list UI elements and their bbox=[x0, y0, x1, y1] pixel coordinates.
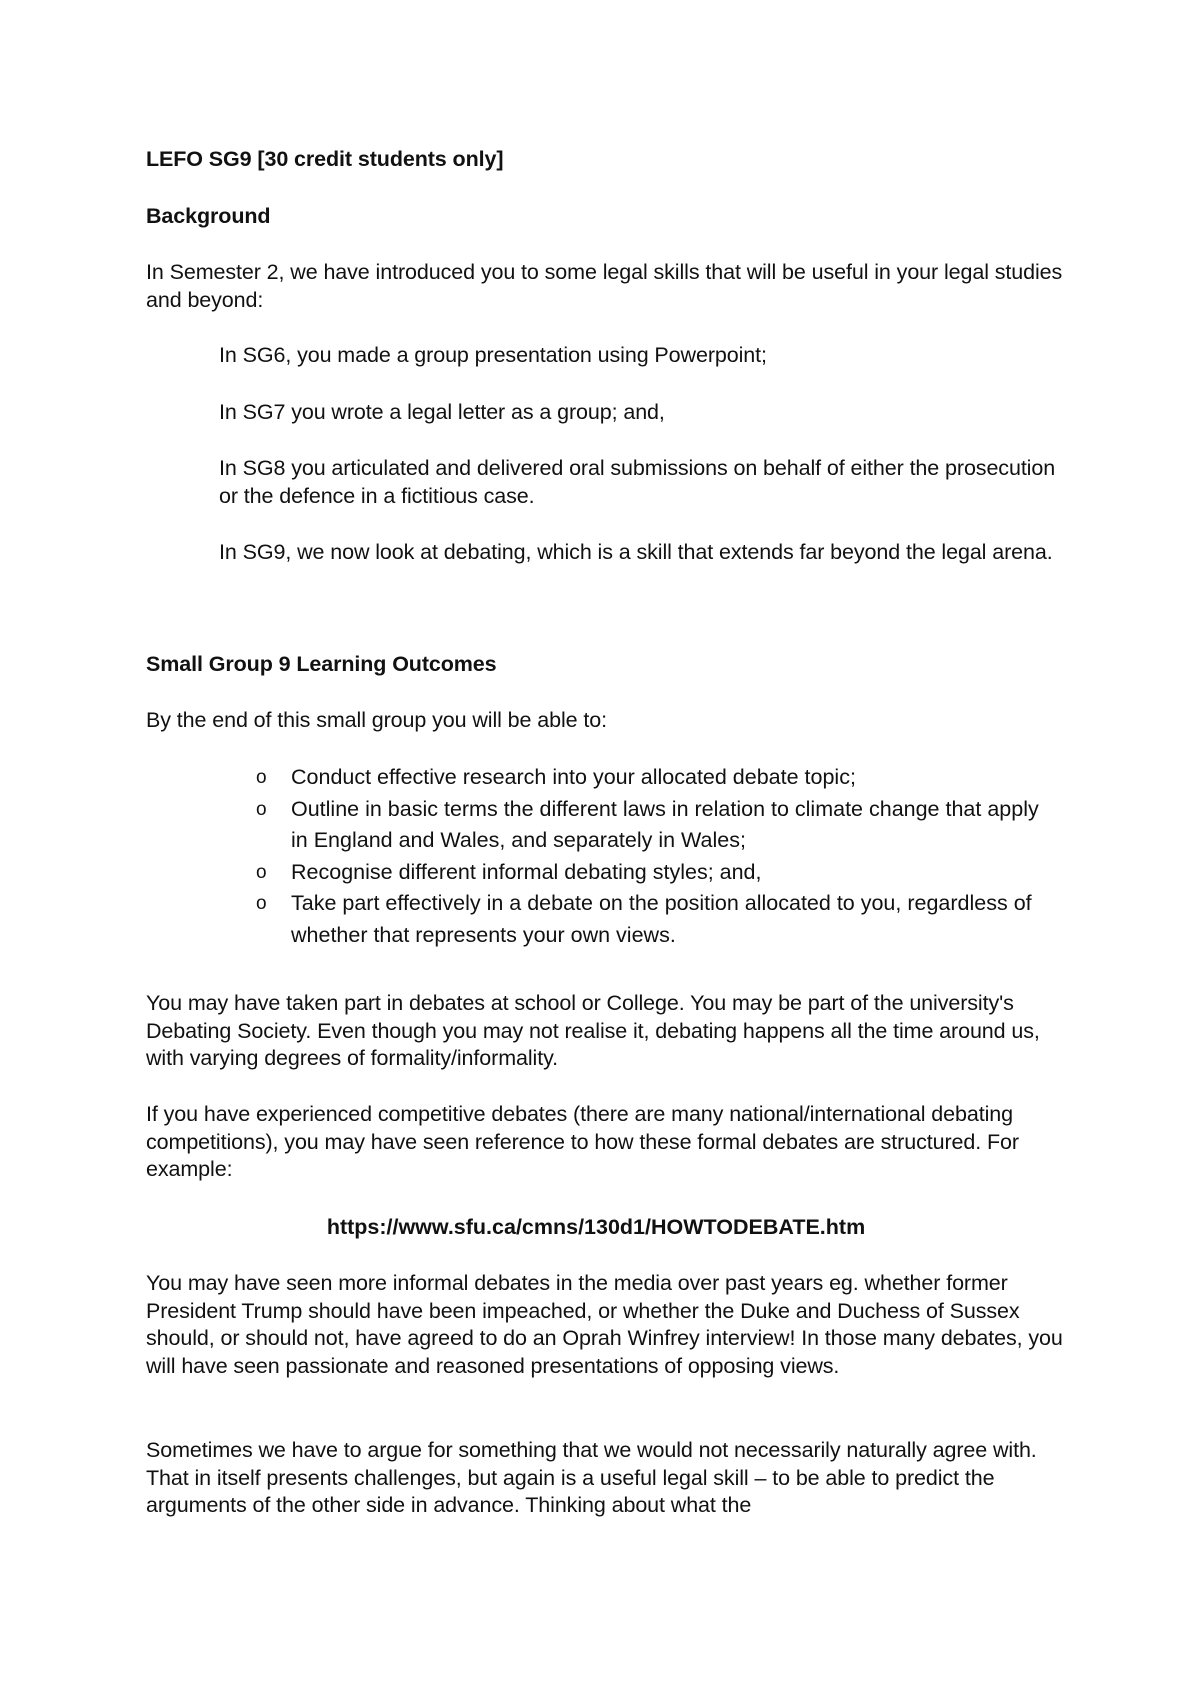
indented-item-sg8: In SG8 you articulated and delivered oral submissions on behalf of either the prosecution or the defence in a fictitious case. bbox=[219, 456, 1056, 508]
paragraph-informal-debates: You may have seen more informal debates in the media over past years eg. whether former President Trump should have been impeached, or whether the Duke and Duchess of Sussex should, or should not, have agreed to do an Oprah Winfrey interview! In those many debates, you will have seen passionate and reasoned presentations of opposing views. bbox=[146, 1271, 1063, 1378]
list-item bbox=[253, 762, 1053, 794]
outcomes-heading: Small Group 9 Learning Outcomes bbox=[146, 652, 497, 676]
indented-item-sg6: In SG6, you made a group presentation using Powerpoint; bbox=[219, 343, 767, 367]
list-item bbox=[253, 857, 1053, 889]
outcome-text: Recognise different informal debating styles; and, bbox=[291, 859, 762, 884]
debate-link[interactable]: https://www.sfu.ca/cmns/130d1/HOWTODEBATE.htm bbox=[326, 1215, 866, 1239]
indented-item-sg9: In SG9, we now look at debating, which is a skill that extends far beyond the legal arena. bbox=[219, 540, 1053, 564]
outcome-text: Take part effectively in a debate on the position allocated to you, regardless of whether that represents your own views. bbox=[291, 891, 1032, 947]
outcomes-intro: By the end of this small group you will be able to: bbox=[146, 708, 607, 732]
outcome-text: Outline in basic terms the different laws in relation to climate change that apply in England and Wales, and separately in Wales; bbox=[291, 796, 1039, 852]
paragraph-debating-intro: You may have taken part in debates at school or College. You may be part of the university's Debating Society. Even though you may not realise it, debating happens all the time around us, with varying degrees of formality/informality. bbox=[146, 991, 1040, 1070]
background-heading: Background bbox=[146, 204, 271, 228]
indented-item-sg7: In SG7 you wrote a legal letter as a group; and, bbox=[219, 400, 665, 424]
list-item bbox=[253, 794, 1053, 857]
outcome-text: Conduct effective research into your allocated debate topic; bbox=[291, 765, 856, 789]
document-title: LEFO SG9 [30 credit students only] bbox=[146, 147, 504, 171]
bullet-marker: o bbox=[256, 767, 267, 788]
list-item bbox=[253, 888, 1053, 951]
paragraph-arguing-positions: Sometimes we have to argue for something that we would not necessarily naturally agree with. That in itself presents challenges, but again is a useful legal skill – to be able to predict the arguments of the other side in advance. Thinking about what the bbox=[146, 1438, 1037, 1517]
bullet-marker: o bbox=[256, 798, 267, 820]
bullet-marker: o bbox=[256, 893, 267, 914]
outcomes-list bbox=[253, 762, 1053, 951]
intro-paragraph: In Semester 2, we have introduced you to some legal skills that will be useful in your legal studies and beyond: bbox=[146, 260, 1063, 312]
paragraph-competitive-debates: If you have experienced competitive debates (there are many national/international debating competitions), you may have seen reference to how these formal debates are structured. For example: bbox=[146, 1102, 1019, 1181]
bullet-marker: o bbox=[256, 861, 267, 883]
